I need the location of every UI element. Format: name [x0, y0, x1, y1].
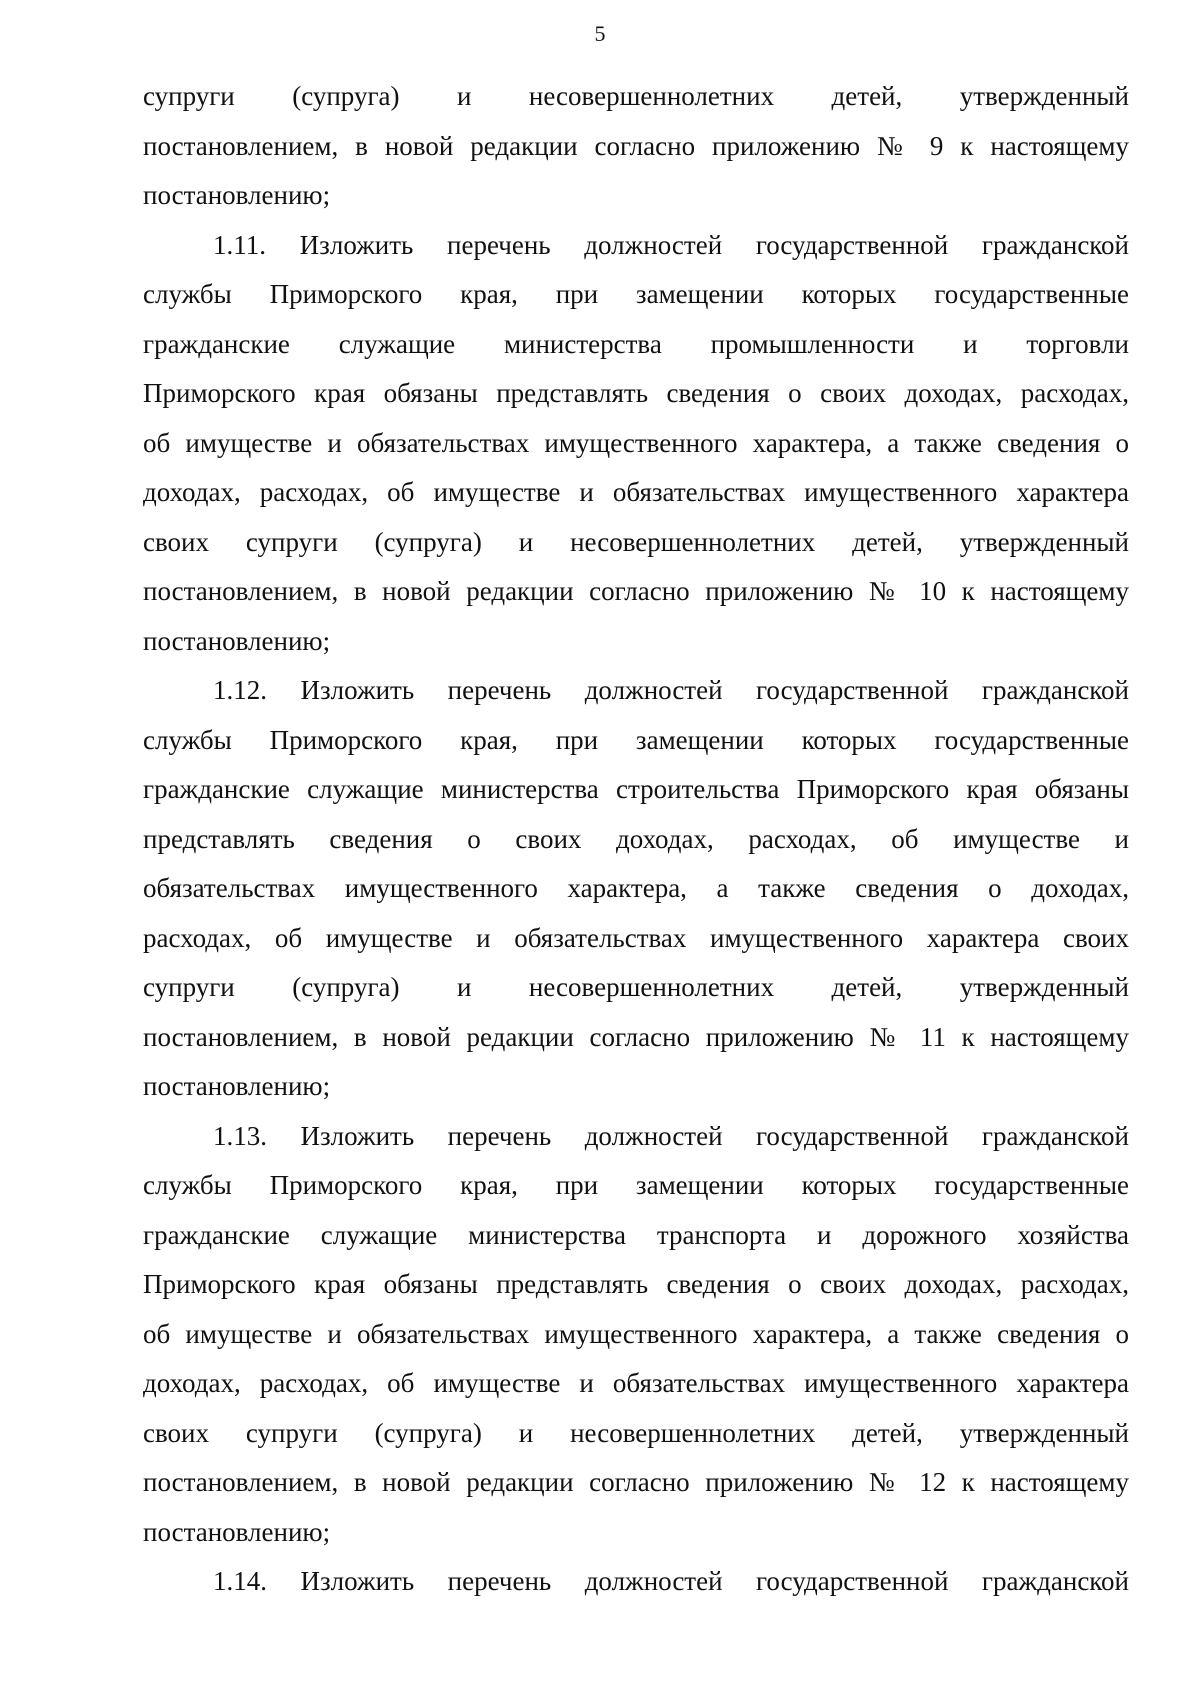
text-line: гражданские служащие министерства промышленности и торговли [143, 328, 1129, 359]
document-body [143, 72, 1129, 1607]
text-line: постановлением, в новой редакции согласно приложению № 11 к настоящему [143, 1021, 1129, 1052]
text-line: расходах, об имуществе и обязательствах имущественного характера своих [143, 922, 1129, 953]
text-line: доходах, расходах, об имуществе и обязательствах имущественного характера [143, 477, 1129, 507]
text-line: службы Приморского края, при замещении которых государственные [143, 1170, 1129, 1200]
text-line: постановлением, в новой редакции согласно приложению № 10 к настоящему [143, 576, 1129, 606]
text-line: постановлению; [143, 625, 331, 656]
text-line: об имуществе и обязательствах имущественного характера, а также сведения о [143, 1318, 1129, 1349]
text-line: Приморского края обязаны представлять сведения о своих доходах, расходах, [143, 1269, 1129, 1299]
text-line: постановлению; [143, 1516, 331, 1547]
text-line: своих супруги (супруга) и несовершеннолетних детей, утвержденный [143, 526, 1129, 557]
text-line: службы Приморского края, при замещении которых государственные [143, 724, 1129, 755]
text-line: 1.13. Изложить перечень должностей государственной гражданской [213, 1120, 1129, 1151]
text-line: доходах, расходах, об имуществе и обязательствах имущественного характера [143, 1368, 1129, 1398]
text-line: постановлению; [143, 1071, 331, 1101]
paragraph [143, 221, 1129, 667]
text-line: об имуществе и обязательствах имущественного характера, а также сведения о [143, 427, 1129, 458]
paragraph [143, 72, 1129, 221]
text-line: гражданские служащие министерства строительства Приморского края обязаны [143, 774, 1129, 804]
text-line: гражданские служащие министерства транспорта и дорожного хозяйства [143, 1219, 1129, 1250]
text-line: службы Приморского края, при замещении которых государственные [143, 279, 1129, 309]
text-line: постановлением, в новой редакции согласно приложению № 9 к настоящему [143, 130, 1129, 161]
text-line: 1.14. Изложить перечень должностей государственной гражданской [213, 1566, 1129, 1596]
text-line: своих супруги (супруга) и несовершеннолетних детей, утвержденный [143, 1417, 1129, 1448]
text-line: 1.12. Изложить перечень должностей государственной гражданской [213, 675, 1129, 705]
text-line: обязательствах имущественного характера, а также сведения о доходах, [143, 873, 1129, 903]
text-line: постановлением, в новой редакции согласно приложению № 12 к настоящему [143, 1467, 1129, 1497]
text-line: 1.11. Изложить перечень должностей государственной гражданской [213, 229, 1129, 260]
text-line: супруги (супруга) и несовершеннолетних детей, утвержденный [143, 972, 1129, 1002]
text-line: Приморского края обязаны представлять сведения о своих доходах, расходах, [143, 378, 1129, 408]
paragraph [143, 666, 1129, 1112]
paragraph [143, 1112, 1129, 1558]
text-line: супруги (супруга) и несовершеннолетних детей, утвержденный [143, 81, 1129, 111]
paragraph [143, 1557, 1129, 1607]
text-line: постановлению; [143, 180, 331, 210]
text-line: представлять сведения о своих доходах, расходах, об имуществе и [143, 823, 1129, 854]
page-number: 5 [594, 21, 606, 46]
